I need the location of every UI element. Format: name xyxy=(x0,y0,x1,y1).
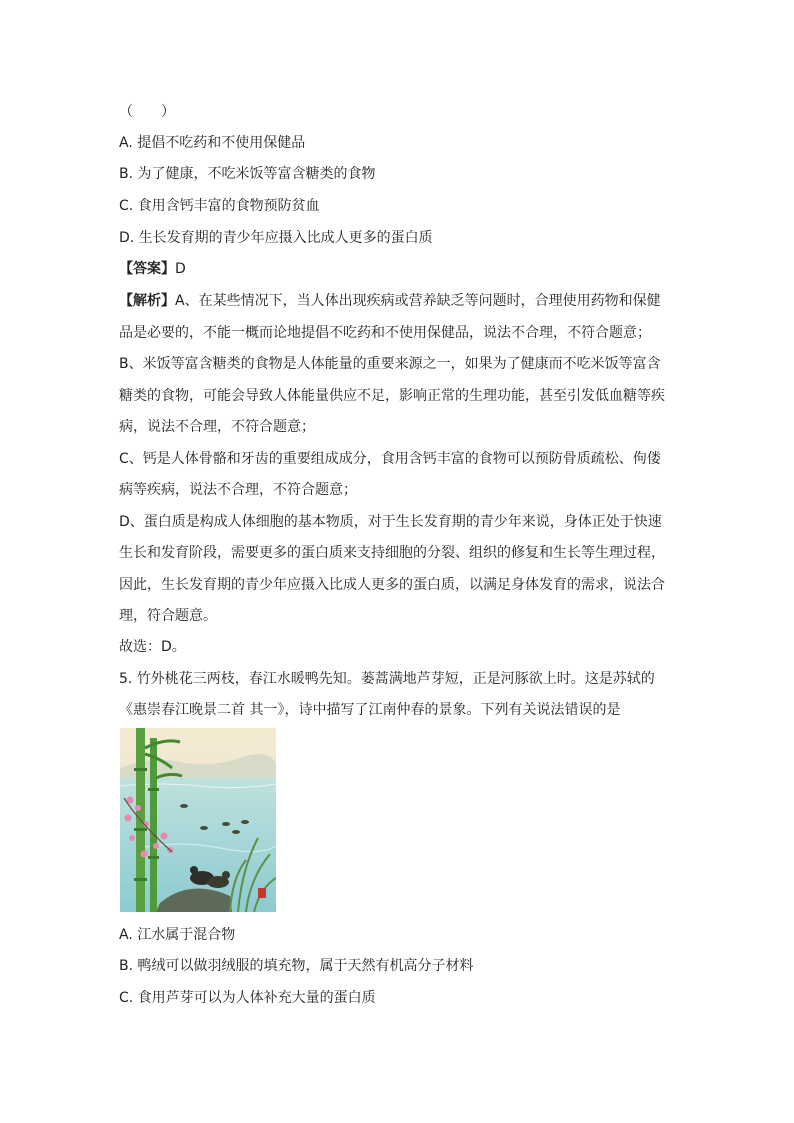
answer-value: D xyxy=(175,261,186,277)
q4-analysis-line-1 xyxy=(119,291,661,311)
spring-river-painting xyxy=(120,728,276,912)
q5-option-a: A. 江水属于混合物 xyxy=(119,927,236,943)
duck-icon xyxy=(232,830,240,834)
bamboo-node xyxy=(134,768,147,771)
bamboo-node xyxy=(148,856,159,859)
q4-analysis-line-6: C、钙是人体骨骼和牙齿的重要组成成分，食用含钙丰富的食物可以预防骨质疏松、佝偻 xyxy=(119,451,661,467)
painting-svg xyxy=(120,728,276,912)
seal-stamp xyxy=(258,888,266,898)
q4-paren: （ ） xyxy=(119,104,175,120)
answer-label: 【答案】 xyxy=(119,261,175,277)
bamboo-node xyxy=(134,878,147,881)
q4-answer xyxy=(119,259,186,279)
q4-analysis-line-8: D、蛋白质是构成人体细胞的基本物质，对于生长发育期的青少年来说，身体正处于快速 xyxy=(119,514,662,530)
q5-stem-line-1: 5. 竹外桃花三两枝，春江水暖鸭先知。蒌蒿满地芦芽短，正是河豚欲上时。这是苏轼的 xyxy=(119,671,655,687)
q4-option-b: B. 为了健康，不吃米饭等富含糖类的食物 xyxy=(119,166,376,182)
duck-icon xyxy=(222,822,230,826)
bamboo-node xyxy=(148,788,159,791)
bamboo-stalk xyxy=(150,738,157,912)
duck-icon xyxy=(241,820,249,824)
q4-analysis-line-5: 病，说法不合理，不符合题意； xyxy=(119,419,315,435)
q4-analysis-line-10: 因此，生长发育期的青少年应摄入比成人更多的蛋白质，以满足身体发育的需求，说法合 xyxy=(119,577,665,593)
bamboo-node xyxy=(134,828,147,831)
q4-option-c: C. 食用含钙丰富的食物预防贫血 xyxy=(119,198,320,214)
q4-analysis-line-7: 病等疾病，说法不合理，不符合题意； xyxy=(119,482,357,498)
duck-head xyxy=(190,866,198,874)
analysis-label: 【解析】 xyxy=(119,293,175,309)
q4-analysis-line-11: 理，符合题意。 xyxy=(119,608,217,624)
q4-analysis-line-2: 品是必要的，不能一概而论地提倡不吃药和不使用保健品，说法不合理，不符合题意； xyxy=(119,325,651,341)
analysis-text: A、在某些情况下，当人体出现疾病或营养缺乏等问题时，合理使用药物和保健 xyxy=(175,293,661,309)
q4-option-d: D. 生长发育期的青少年应摄入比成人更多的蛋白质 xyxy=(119,230,433,246)
duck-icon xyxy=(180,804,188,808)
q5-option-b: B. 鸭绒可以做羽绒服的填充物，属于天然有机高分子材料 xyxy=(119,958,474,974)
q5-stem-line-2: 《惠崇春江晚景二首 其一》，诗中描写了江南仲春的景象。下列有关说法错误的是 xyxy=(119,702,621,718)
duck-head xyxy=(222,871,230,879)
q4-conclusion: 故选：D。 xyxy=(119,639,186,655)
q4-option-a: A. 提倡不吃药和不使用保健品 xyxy=(119,135,306,151)
duck-icon xyxy=(200,826,208,830)
q5-option-c: C. 食用芦芽可以为人体补充大量的蛋白质 xyxy=(119,990,376,1006)
q4-analysis-line-9: 生长和发育阶段，需要更多的蛋白质来支持细胞的分裂、组织的修复和生长等生理过程， xyxy=(119,545,665,561)
q4-analysis-line-4: 糖类的食物，可能会导致人体能量供应不足，影响正常的生理功能，甚至引发低血糖等疾 xyxy=(119,388,665,404)
q4-analysis-line-3: B、米饭等富含糖类的食物是人体能量的重要来源之一，如果为了健康而不吃米饭等富含 xyxy=(119,356,661,372)
